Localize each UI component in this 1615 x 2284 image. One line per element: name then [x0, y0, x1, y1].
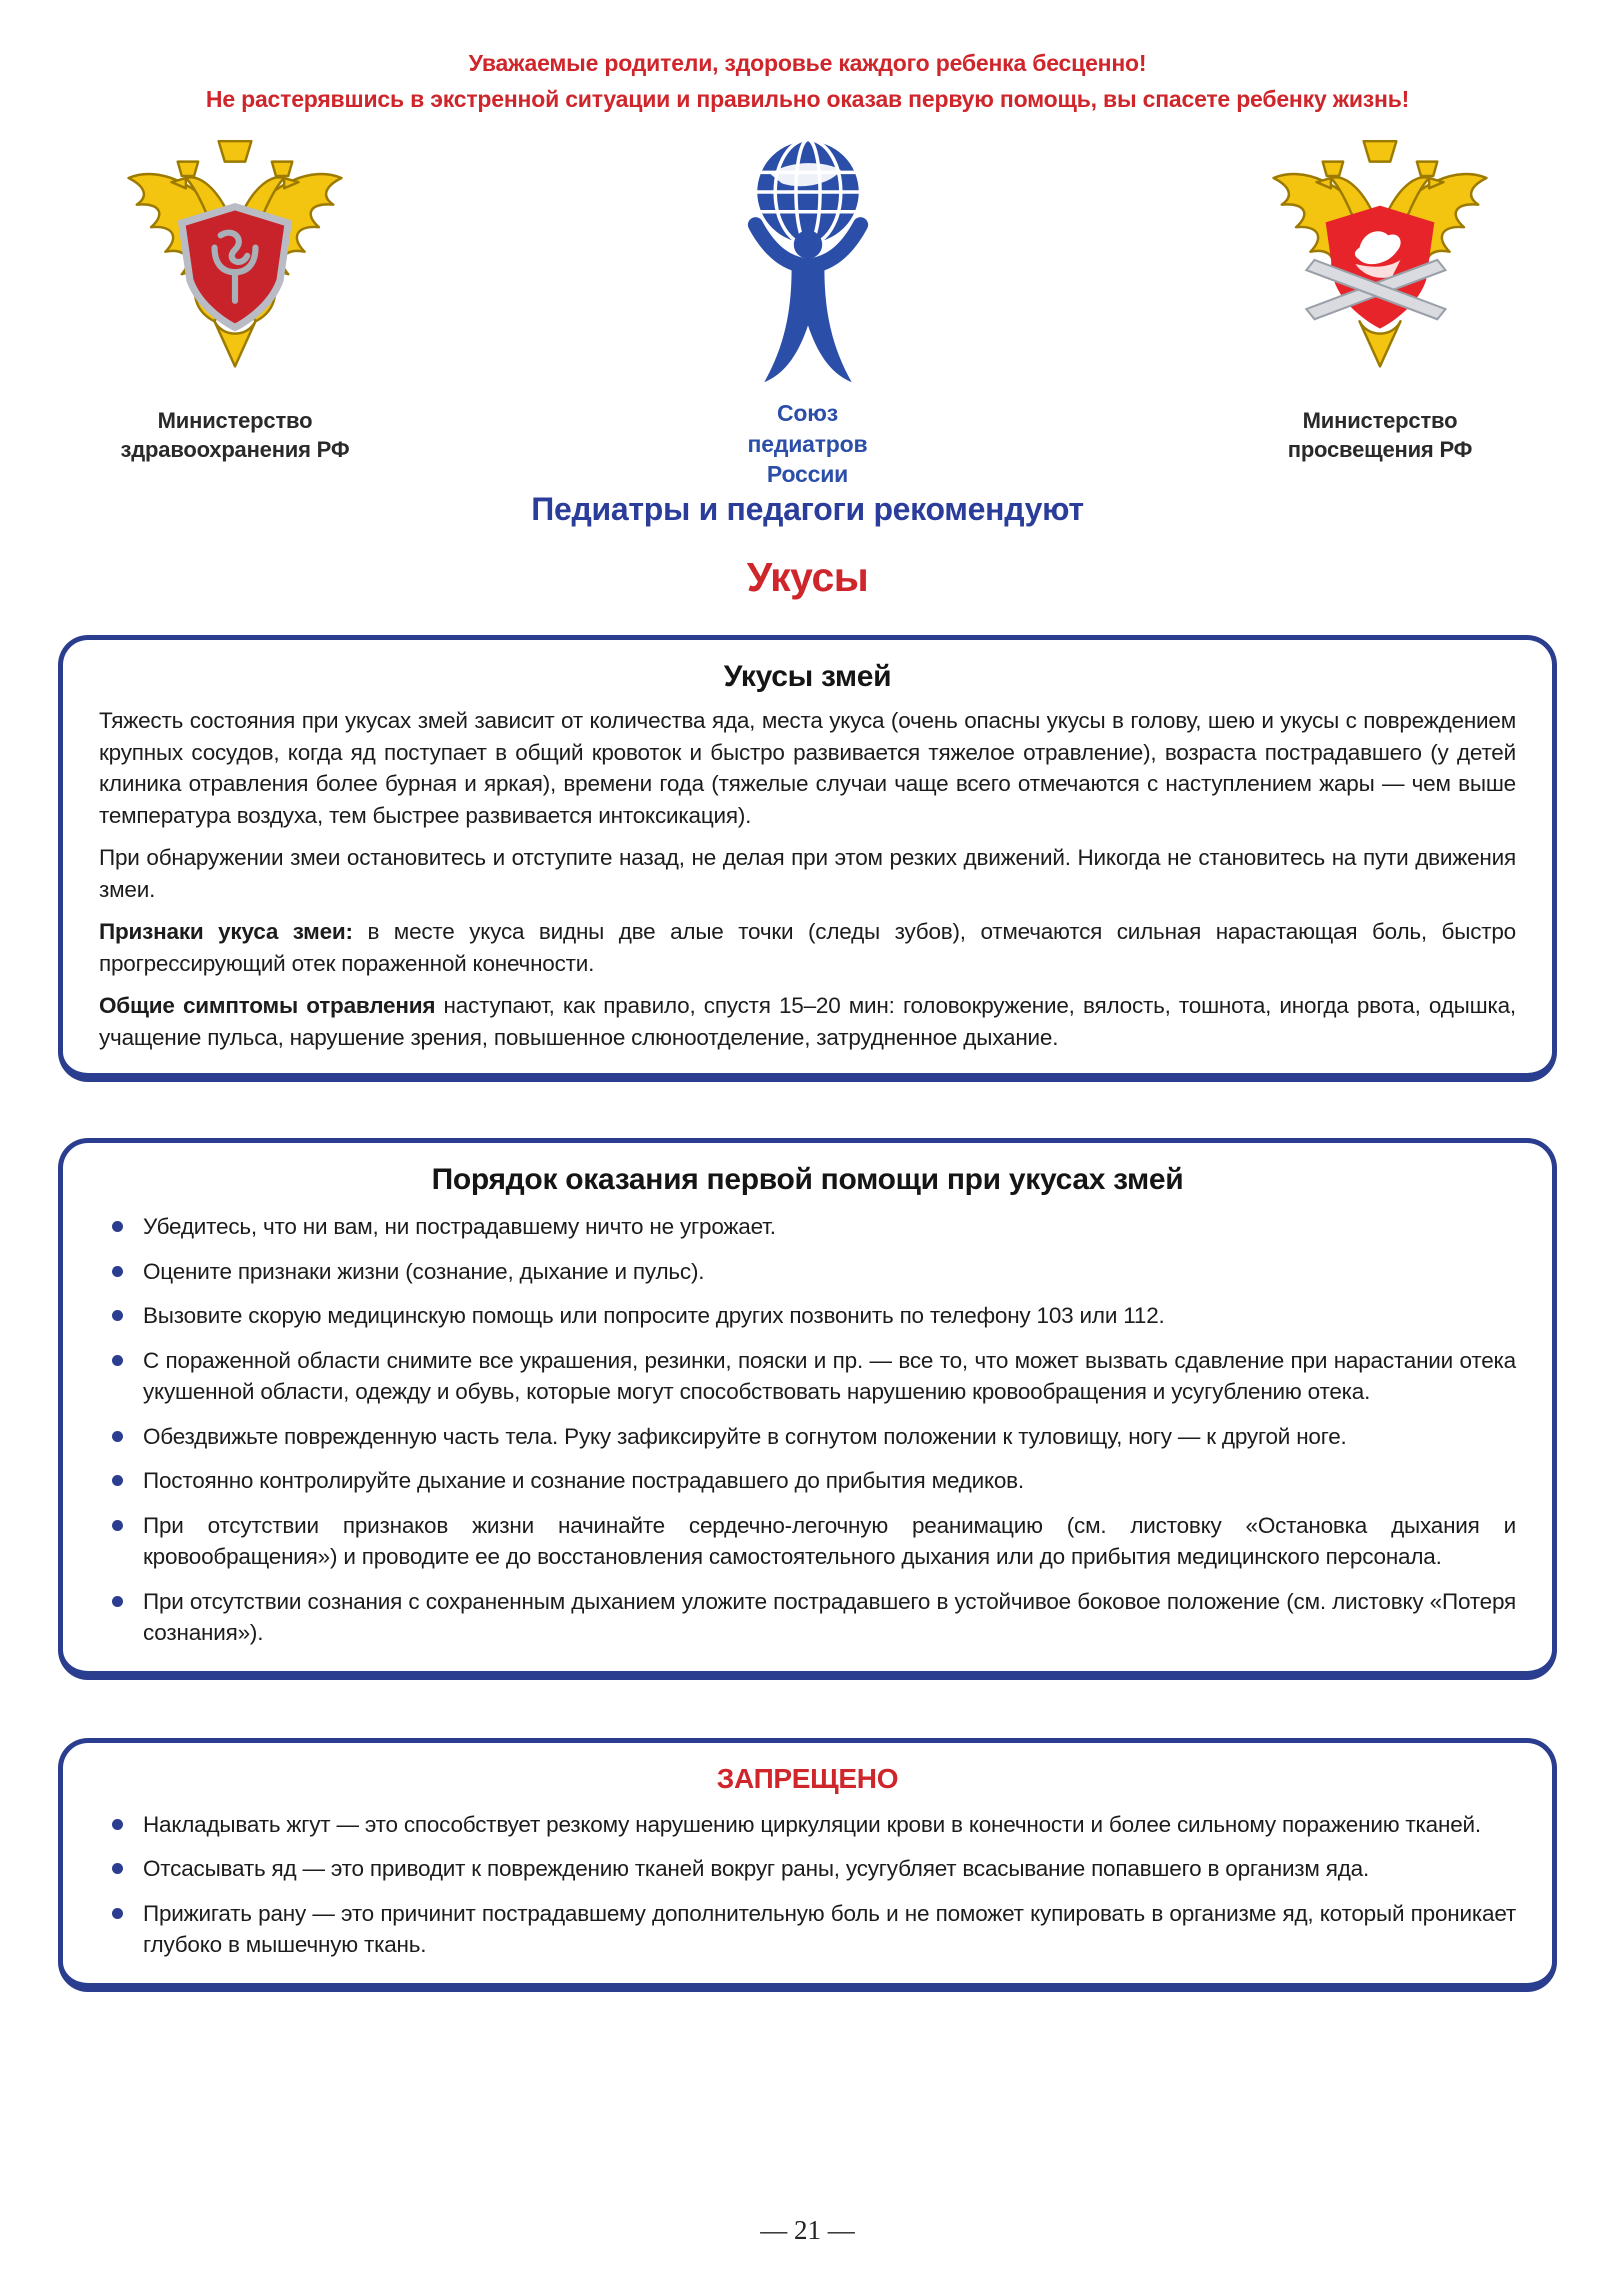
snakebites-paragraph-3-body: в месте укуса видны две алые точки (следы зубов), отмечаются сильная нарастающая боль, быстро прогрессирующий отек пораженной конечности. — [99, 919, 1516, 976]
logo-health-ministry — [70, 133, 400, 464]
snakebites-paragraph-4 — [99, 990, 1516, 1053]
list-item: Вызовите скорую медицинскую помощь или попросите других позвонить по телефону 103 или 112. — [99, 1300, 1516, 1332]
snakebites-paragraph-4-lead: Общие симптомы отравления — [99, 993, 436, 1019]
pediatricians-union-caption-line3: России — [766, 461, 849, 487]
list-item: Постоянно контролируйте дыхание и сознание пострадавшего до прибытия медиков. — [99, 1465, 1516, 1497]
first-aid-list — [99, 1211, 1516, 1649]
pediatricians-union-icon — [698, 133, 918, 396]
section-forbidden — [58, 1738, 1557, 1992]
education-ministry-caption — [1288, 406, 1473, 464]
snakebites-paragraph-3-lead: Признаки укуса змеи: — [99, 919, 353, 945]
logos-row — [0, 117, 1615, 489]
snakebites-paragraph-1: Тяжесть состояния при укусах змей зависит от количества яда, места укуса (очень опасны укусы в голову, шею и укусы с повреждением крупных сосудов, когда яд поступает в общий кровоток и быстро развивается тяжелое отравление), возраста пострадавшего (у детей клиника отравления более бурная и яркая), времени года (тяжелые случаи чаще всего отмечаются с наступлением жары — чем выше температура воздуха, тем быстрее развивается интоксикация). — [99, 708, 1516, 828]
list-item: Обездвижьте поврежденную часть тела. Руку зафиксируйте в согнутом положении к туловищу, ногу — к другой ноге. — [99, 1421, 1516, 1453]
header-appeal — [0, 0, 1615, 117]
snakebites-paragraph-3 — [99, 916, 1516, 979]
page-title: Укусы — [746, 554, 869, 601]
list-item: Прижигать рану — это причинит пострадавшему дополнительную боль и не поможет купировать в организме яд, который проникает глубоко в мышечную ткань. — [99, 1898, 1516, 1961]
list-item: Накладывать жгут — это способствует резкому нарушению циркуляции крови в конечности и более сильному поражению тканей. — [99, 1809, 1516, 1841]
snakebites-title: Укусы змей — [723, 660, 892, 694]
list-item: Оцените признаки жизни (сознание, дыхание и пульс). — [99, 1256, 1516, 1288]
recommend-subtitle: Педиатры и педагоги рекомендуют — [531, 491, 1084, 528]
education-ministry-emblem-icon — [1255, 133, 1505, 400]
section-snakebites — [58, 635, 1557, 1082]
header-line-2: Не растерявшись в экстренной ситуации и правильно оказав первую помощь, вы спасете ребенку жизнь! — [205, 85, 1410, 112]
logo-pediatricians-union — [678, 133, 938, 489]
health-ministry-emblem-icon — [110, 133, 360, 400]
health-ministry-caption — [121, 406, 350, 464]
forbidden-list — [99, 1809, 1516, 1961]
forbidden-title: ЗАПРЕЩЕНО — [716, 1762, 899, 1794]
snakebites-paragraph-2: При обнаружении змеи остановитесь и отступите назад, не делая при этом резких движений. Никогда не становитесь на пути движения змеи. — [99, 845, 1516, 902]
list-item: При отсутствии сознания с сохраненным дыханием уложите пострадавшего в устойчивое боковое положение (см. листовку «Потеря сознания»). — [99, 1586, 1516, 1649]
logo-education-ministry — [1215, 133, 1545, 464]
education-ministry-caption-line1: Министерство — [1302, 408, 1458, 434]
list-item: С пораженной области снимите все украшения, резинки, пояски и пр. — все то, что может вызвать сдавление при нарастании отека укушенной области, одежду и обувь, которые могут способствовать нарушению кровообращения и усугублению отека. — [99, 1345, 1516, 1408]
health-ministry-caption-line2: здравоохранения РФ — [120, 437, 350, 463]
list-item: Убедитесь, что ни вам, ни пострадавшему ничто не угрожает. — [99, 1211, 1516, 1243]
first-aid-title: Порядок оказания первой помощи при укусах змей — [431, 1163, 1184, 1197]
pediatricians-union-caption-line2: педиатров — [747, 430, 868, 457]
pediatricians-union-caption-line1: Союз — [777, 400, 838, 427]
pediatricians-union-caption — [748, 398, 868, 489]
section-first-aid — [58, 1138, 1557, 1680]
health-ministry-caption-line1: Министерство — [157, 408, 313, 434]
page-number: — 21 — — [760, 2215, 855, 2245]
header-line-1: Уважаемые родители, здоровье каждого ребенка бесценно! — [468, 50, 1147, 76]
education-ministry-caption-line2: просвещения РФ — [1287, 437, 1473, 463]
list-item: Отсасывать яд — это приводит к повреждению тканей вокруг раны, усугубляет всасывание попавшего в организм яда. — [99, 1853, 1516, 1885]
snakebites-paragraph-4-body: наступают, как правило, спустя 15–20 мин: головокружение, вялость, тошнота, иногда рвота, одышка, учащение пульса, нарушение зрения, повышенное слюноотделение, затрудненное дыхание. — [99, 993, 1516, 1050]
list-item: При отсутствии признаков жизни начинайте сердечно-легочную реанимацию (см. листовку «Остановка дыхания и кровообращения») и проводите ее до восстановления самостоятельного дыхания или до прибытия медицинского персонала. — [99, 1510, 1516, 1573]
